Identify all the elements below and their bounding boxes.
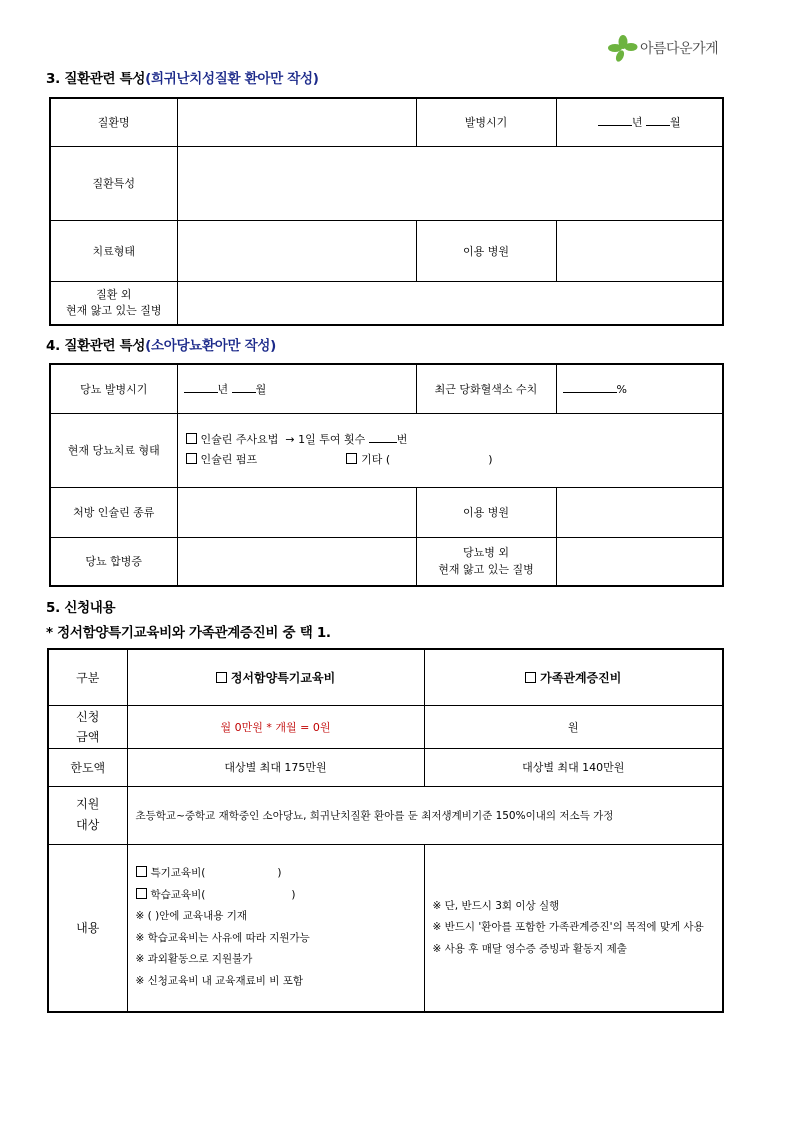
emotional-education-checkbox[interactable] xyxy=(216,672,227,683)
content-b-note2: ※ 반드시 '환아를 포함한 가족관계증진'의 목적에 맞게 사용 xyxy=(432,921,704,933)
pump-checkbox[interactable] xyxy=(186,453,197,464)
treatment-options: 인슐린 주사요법 → 1일 투여 횟수 번 인슐린 펌프 기타 ( ) xyxy=(177,413,723,487)
section5-subheading: * 정서함양특기교육비와 가족관계증진비 중 택 1. xyxy=(46,625,331,641)
treatment-type-label: 치료형태 xyxy=(50,220,177,281)
other-illness-label: 질환 외 현재 앓고 있는 질병 xyxy=(50,281,177,325)
diabetes-other-illness-field[interactable] xyxy=(556,537,723,586)
family-relations-checkbox[interactable] xyxy=(525,672,536,683)
application-table xyxy=(47,648,724,1013)
section4-note: (소아당뇨환아만 작성) xyxy=(145,338,276,354)
complication-field[interactable] xyxy=(177,537,416,586)
insulin-type-field[interactable] xyxy=(177,487,416,537)
injection-checkbox[interactable] xyxy=(186,433,197,444)
target-text: 초등학교~중학교 재학중인 소아당뇨, 희귀난치질환 환아를 둔 최저생계비기준 150%이내의 저소득 가정 xyxy=(127,786,723,844)
leaf-clover-icon xyxy=(608,34,638,62)
special-education-checkbox[interactable] xyxy=(136,866,147,877)
content-b xyxy=(424,844,723,1012)
limit-a: 대상별 최대 175만원 xyxy=(127,748,424,786)
disease-table xyxy=(49,97,724,326)
diabetes-onset-label: 당뇨 발병시기 xyxy=(50,364,177,413)
amount-label: 신청 금액 xyxy=(48,705,127,748)
target-label: 지원 대상 xyxy=(48,786,127,844)
amount-b-field[interactable]: 원 xyxy=(424,705,723,748)
complication-label: 당뇨 합병증 xyxy=(50,537,177,586)
diabetes-table xyxy=(49,363,724,587)
hospital-label: 이용 병원 xyxy=(416,220,556,281)
hba1c-field[interactable]: % xyxy=(556,364,723,413)
amount-a-field[interactable]: 월 0만원 * 개월 = 0원 xyxy=(127,705,424,748)
study-education-checkbox[interactable] xyxy=(136,888,147,899)
hospital-field[interactable] xyxy=(556,220,723,281)
option-emotional-education[interactable]: 정서함양특기교육비 xyxy=(127,649,424,705)
section4-heading xyxy=(46,334,276,354)
content-label: 내용 xyxy=(48,844,127,1012)
diabetes-hospital-label: 이용 병원 xyxy=(416,487,556,537)
disease-feature-label: 질환특성 xyxy=(50,146,177,220)
content-a-note1: ※ ( )안에 교육내용 기재 xyxy=(135,910,247,923)
section3-title: 3. 질환관련 특성 xyxy=(46,71,146,87)
content-a-note3: ※ 과외활동으로 지원불가 xyxy=(135,953,253,966)
section3-note: (희귀난치성질환 환아만 작성) xyxy=(145,71,319,87)
diabetes-hospital-field[interactable] xyxy=(556,487,723,537)
onset-field[interactable]: 년 월 xyxy=(556,98,723,146)
content-b-note1: ※ 단, 반드시 3회 이상 실행 xyxy=(432,899,560,912)
insulin-type-label: 처방 인슐린 종류 xyxy=(50,487,177,537)
disease-name-label: 질환명 xyxy=(50,98,177,146)
onset-label: 발병시기 xyxy=(416,98,556,146)
diabetes-other-illness-label: 당뇨병 외 현재 앓고 있는 질병 xyxy=(416,537,556,586)
disease-name-field[interactable] xyxy=(177,98,416,146)
option-family-relations[interactable]: 가족관계증진비 xyxy=(424,649,723,705)
brand-logo xyxy=(608,34,718,62)
content-b-note3: ※ 사용 후 매달 영수증 증빙과 활동지 제출 xyxy=(432,942,627,955)
section5-heading: 5. 신청내용 xyxy=(46,600,116,616)
content-a-note2: ※ 학습교육비는 사유에 따라 지원가능 xyxy=(135,931,310,944)
category-label: 구분 xyxy=(48,649,127,705)
other-checkbox[interactable] xyxy=(346,453,357,464)
section4-title: 4. 질환관련 특성 xyxy=(46,338,146,354)
disease-feature-field[interactable] xyxy=(177,146,723,220)
treatment-label: 현재 당뇨치료 형태 xyxy=(50,413,177,487)
content-a-note4: ※ 신청교육비 내 교육재료비 비 포함 xyxy=(135,974,303,987)
content-a: 특기교육비( ) 학습교육비( ) ※ ( )안에 교육내용 기재 ※ 학습교육비는 사유에 따라 지원가능 ※ 과외활동으로 지원불가 ※ 신청교육비 내 교육재료비 비 포함 xyxy=(127,844,424,1012)
treatment-type-field[interactable] xyxy=(177,220,416,281)
injection-times-field[interactable] xyxy=(369,432,397,443)
limit-label: 한도액 xyxy=(48,748,127,786)
limit-b: 대상별 최대 140만원 xyxy=(424,748,723,786)
other-illness-field[interactable] xyxy=(177,281,723,325)
diabetes-onset-field[interactable]: 년 월 xyxy=(177,364,416,413)
brand-name: 아름다운가게 xyxy=(640,41,719,57)
hba1c-label: 최근 당화혈색소 수치 xyxy=(416,364,556,413)
section3-heading xyxy=(46,67,319,87)
